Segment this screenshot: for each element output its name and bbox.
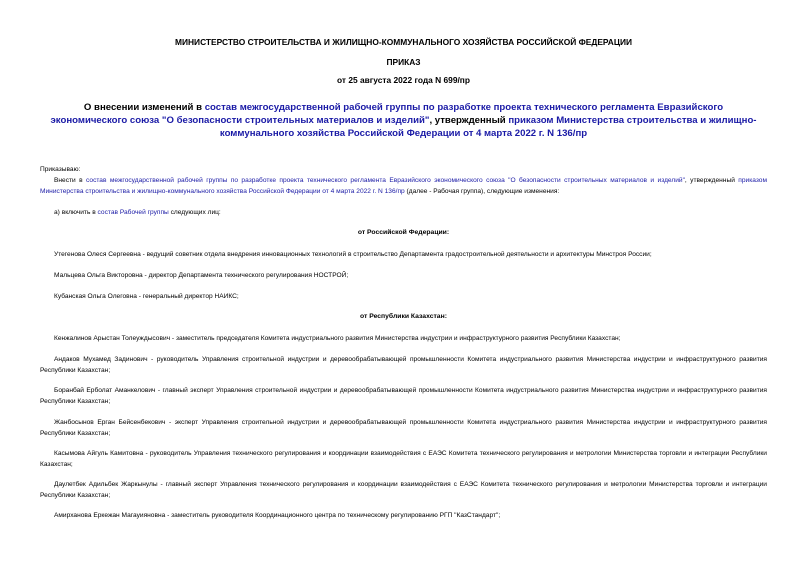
title-link-order[interactable]: приказом Министерства строительства и жилищно-коммунального хозяйства Российской Федерации от 4 марта 2022 г. N 136/пр bbox=[219, 115, 757, 139]
member-rf-2: Мальцева Ольга Викторовна - директор Департамента технического регулирования НОСТРОЙ; bbox=[54, 272, 349, 279]
document-title bbox=[46, 101, 761, 140]
member-kz-5: Касымова Айгуль Камитовна - руководитель Управления технического регулирования и координации взаимодействия с ЕАЭС Комитета технического регулирования и метрологии Министерства торговли и интеграции Республики Казахстан; bbox=[40, 450, 767, 469]
member-rf-1: Утегенова Олеся Сергеевна - ведущий советник отдела внедрения инновационных технологий в строительство Департамента градостроительной деятельности и архитектуры Минстроя России; bbox=[54, 251, 652, 258]
title-link-composition[interactable]: состав межгосударственной рабочей группы по разработке проекта технического регламента Евразийского экономического союза "О безопасности строительных материалов и изделий" bbox=[50, 102, 724, 126]
paragraph-1 bbox=[40, 175, 767, 197]
order-word: Приказываю: bbox=[40, 166, 81, 173]
item-a-link[interactable]: состав Рабочей группы bbox=[97, 209, 169, 216]
member-kz-4: Жанбосынов Ерган Бейсенбекович - эксперт Управления строительной индустрии и деревообрабатывающей промышленности Комитета индустриального развития Министерства индустрии и инфраструктурного развития Республики Казахстан; bbox=[40, 419, 767, 438]
item-a-text-2: следующих лиц: bbox=[168, 209, 221, 216]
p1-link-composition[interactable]: состав межгосударственной рабочей группы по разработке проекта технического регламента Евразийского экономического союза "О безопасности строительных материалов и изделий" bbox=[86, 177, 685, 184]
p1-link-order[interactable]: приказом Министерства строительства и жилищно-коммунального хозяйства Российской Федерации от 4 марта 2022 г. N 136/пр bbox=[40, 177, 767, 196]
doc-type-heading: ПРИКАЗ bbox=[386, 57, 421, 67]
member-kz-1: Кенжалинов Арыстан Толеуждысович - заместитель председателя Комитета индустриального развития Министерства индустрии и инфраструктурного развития Республики Казахстан; bbox=[54, 335, 621, 342]
section-heading-rf: от Российской Федерации: bbox=[357, 229, 450, 236]
member-rf-3: Кубанская Ольга Олеговна - генеральный директор НАИКС; bbox=[54, 293, 239, 300]
p1-text-c: (далее - Рабочая группа), следующие изменения: bbox=[404, 188, 560, 196]
member-kz-3: Боранбай Ерболат Аманкелович - главный эксперт Управления строительной индустрии и деревообрабатывающей промышленности Комитета индустриального развития Министерства индустрии и инфраструктурного развития Республики Казахстан; bbox=[40, 387, 767, 406]
member-kz-6: Даулетбек Адильбек Жаркынулы - главный эксперт Управления технического регулирования и координации взаимодействия с ЕАЭС Комитета технического регулирования и метрологии Министерства торговли и интеграции Республики Казахстан; bbox=[40, 481, 767, 500]
ministry-heading: МИНИСТЕРСТВО СТРОИТЕЛЬСТВА И ЖИЛИЩНО-КОММУНАЛЬНОГО ХОЗЯЙСТВА РОССИЙСКОЙ ФЕДЕРАЦИИ bbox=[175, 37, 632, 47]
member-kz-7: Амирханова Еркежан Магауияновна - заместитель руководителя Координационного центра по техническому регулированию РГП "КазСтандарт"; bbox=[54, 512, 501, 519]
member-kz-2: Андаков Мухамед Задинович - руководитель Управления строительной индустрии и деревообрабатывающей промышленности Комитета индустриального развития Министерства индустрии и инфраструктурного развития Республики Казахстан; bbox=[40, 356, 767, 375]
item-a-text-1: а) включить в bbox=[54, 209, 98, 216]
item-a bbox=[54, 207, 754, 218]
date-number-heading: от 25 августа 2022 года N 699/пр bbox=[337, 75, 470, 85]
p1-text-b: , утвержденный bbox=[684, 177, 739, 184]
section-heading-kz: от Республики Казахстан: bbox=[360, 313, 447, 320]
p1-text-a: Внести в bbox=[54, 177, 87, 184]
title-text-1: О внесении изменений в bbox=[83, 102, 205, 113]
title-text-2: , утвержденный bbox=[429, 115, 509, 126]
